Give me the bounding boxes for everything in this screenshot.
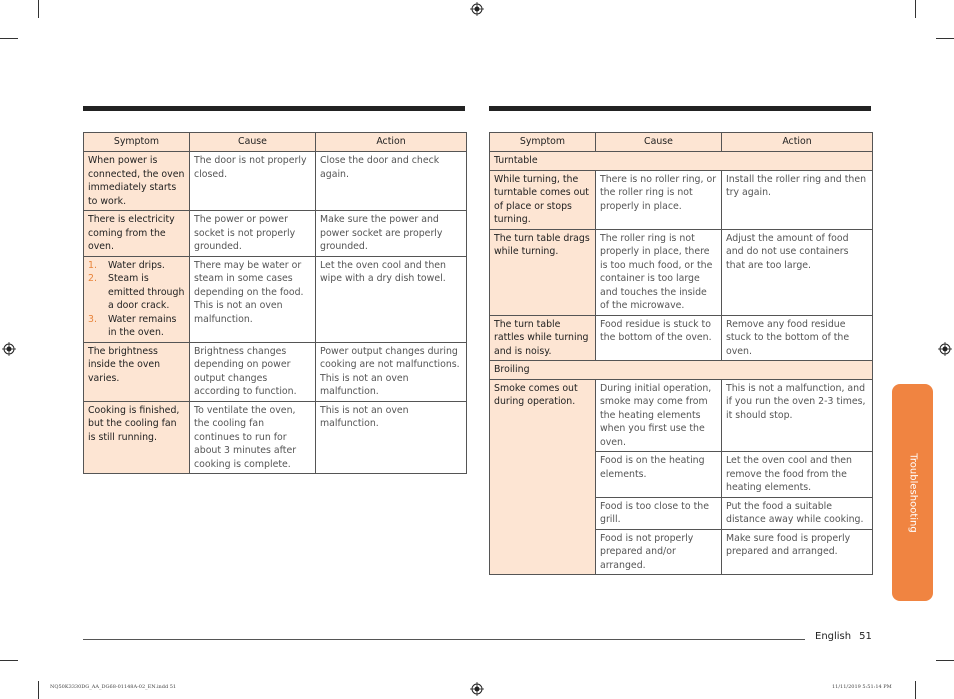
symptom-cell: Cooking is finished, but the cooling fan is still running.	[84, 401, 190, 474]
cause-cell: The power or power socket is not properly grounded.	[190, 211, 316, 257]
action-cell: Make sure the power and power socket are properly grounded.	[316, 211, 467, 257]
symptom-cell: When power is connected, the oven immediately starts to work.	[84, 152, 190, 211]
cause-cell: Food is too close to the grill.	[596, 497, 722, 529]
section-rule-right	[489, 106, 871, 111]
action-cell: Adjust the amount of food and do not use containers that are too large.	[722, 229, 873, 315]
symptom-step-list	[88, 259, 185, 340]
troubleshooting-table-left	[83, 132, 467, 474]
table-header-row	[490, 133, 873, 152]
symptom-cell: The brightness inside the oven varies.	[84, 342, 190, 401]
crop-mark	[38, 681, 39, 699]
crop-mark	[0, 38, 18, 39]
action-cell: Close the door and check again.	[316, 152, 467, 211]
registration-mark-icon	[2, 342, 16, 356]
step-text: Steam is emitted through a door crack.	[108, 273, 185, 311]
table-row	[84, 401, 467, 474]
print-slug-file: NQ50K3330DG_AA_DG68-01148A-02_EN.indd 51	[50, 684, 177, 690]
table-row	[84, 256, 467, 342]
table-row	[490, 315, 873, 361]
footer-language: English	[815, 631, 852, 642]
print-slug-date: 11/11/2019 5:51:14 PM	[832, 684, 892, 690]
step-text: Water remains in the oven.	[108, 313, 177, 338]
step-number: 3.	[88, 313, 97, 325]
action-cell: Install the roller ring and then try again.	[722, 170, 873, 229]
action-cell: Put the food a suitable distance away while cooking.	[722, 497, 873, 529]
troubleshooting-table-right	[489, 132, 873, 575]
symptom-cell: While turning, the turntable comes out of place or stops turning.	[490, 170, 596, 229]
table-row	[84, 342, 467, 401]
footer-rule	[83, 639, 805, 640]
cause-cell: There may be water or steam in some cases depending on the food. This is not an oven malfunction.	[190, 256, 316, 342]
cause-cell: Food is not properly prepared and/or arranged.	[596, 529, 722, 575]
section-row-broiling	[490, 361, 873, 380]
cause-cell: To ventilate the oven, the cooling fan continues to run for about 3 minutes after cooking is complete.	[190, 401, 316, 474]
step-number: 2.	[88, 273, 97, 284]
header-action: Action	[722, 133, 873, 152]
symptom-cell: The turn table rattles while turning and is noisy.	[490, 315, 596, 361]
action-cell: Let the oven cool and then remove the food from the heating elements.	[722, 452, 873, 498]
cause-cell: The roller ring is not properly in place, there is too much food, or the container is too large and touches the inside of the microwave.	[596, 229, 722, 315]
cause-cell: The door is not properly closed.	[190, 152, 316, 211]
step-number: 1.	[88, 259, 97, 271]
crop-mark	[915, 0, 916, 18]
page-number: 51	[859, 631, 872, 642]
cause-cell: Food is on the heating elements.	[596, 452, 722, 498]
symptom-cell: The turn table drags while turning.	[490, 229, 596, 315]
symptom-cell: There is electricity coming from the oven.	[84, 211, 190, 257]
step-text: Water drips.	[108, 259, 165, 271]
action-cell: This is not a malfunction, and if you run the oven 2-3 times, it should stop.	[722, 379, 873, 452]
action-cell: Remove any food residue stuck to the bottom of the oven.	[722, 315, 873, 361]
section-heading: Broiling	[490, 361, 873, 380]
header-symptom: Symptom	[490, 133, 596, 152]
header-cause: Cause	[596, 133, 722, 152]
action-cell: Let the oven cool and then wipe with a dry dish towel.	[316, 256, 467, 342]
table-row	[490, 170, 873, 229]
table-row	[490, 379, 873, 452]
action-cell: This is not an oven malfunction.	[316, 401, 467, 474]
registration-mark-icon	[938, 342, 952, 356]
table-header-row	[84, 133, 467, 152]
header-action: Action	[316, 133, 467, 152]
section-heading: Turntable	[490, 152, 873, 171]
cause-cell: There is no roller ring, or the roller ring is not properly in place.	[596, 170, 722, 229]
cause-cell: Brightness changes depending on power output changes according to function.	[190, 342, 316, 401]
section-row-turntable	[490, 152, 873, 171]
registration-mark-icon	[470, 682, 484, 696]
header-symptom: Symptom	[84, 133, 190, 152]
table-row	[84, 152, 467, 211]
table-row	[490, 229, 873, 315]
cause-cell: During initial operation, smoke may come from the heating elements when you first use the oven.	[596, 379, 722, 452]
list-item	[88, 272, 185, 313]
cause-cell: Food residue is stuck to the bottom of the oven.	[596, 315, 722, 361]
crop-mark	[936, 660, 954, 661]
symptom-cell: Smoke comes out during operation.	[490, 379, 596, 575]
section-side-tab	[892, 384, 933, 601]
header-cause: Cause	[190, 133, 316, 152]
list-item	[88, 313, 185, 340]
list-item	[88, 259, 185, 273]
registration-mark-icon	[470, 2, 484, 16]
symptom-cell	[84, 256, 190, 342]
action-cell: Make sure food is properly prepared and arranged.	[722, 529, 873, 575]
section-rule-left	[83, 106, 465, 111]
action-cell: Power output changes during cooking are not malfunctions. This is not an oven malfunction.	[316, 342, 467, 401]
crop-mark	[38, 0, 39, 18]
footer	[815, 631, 872, 642]
crop-mark	[915, 681, 916, 699]
crop-mark	[936, 38, 954, 39]
crop-mark	[0, 660, 18, 661]
table-row	[84, 211, 467, 257]
side-tab-label: Troubleshooting	[907, 452, 918, 533]
